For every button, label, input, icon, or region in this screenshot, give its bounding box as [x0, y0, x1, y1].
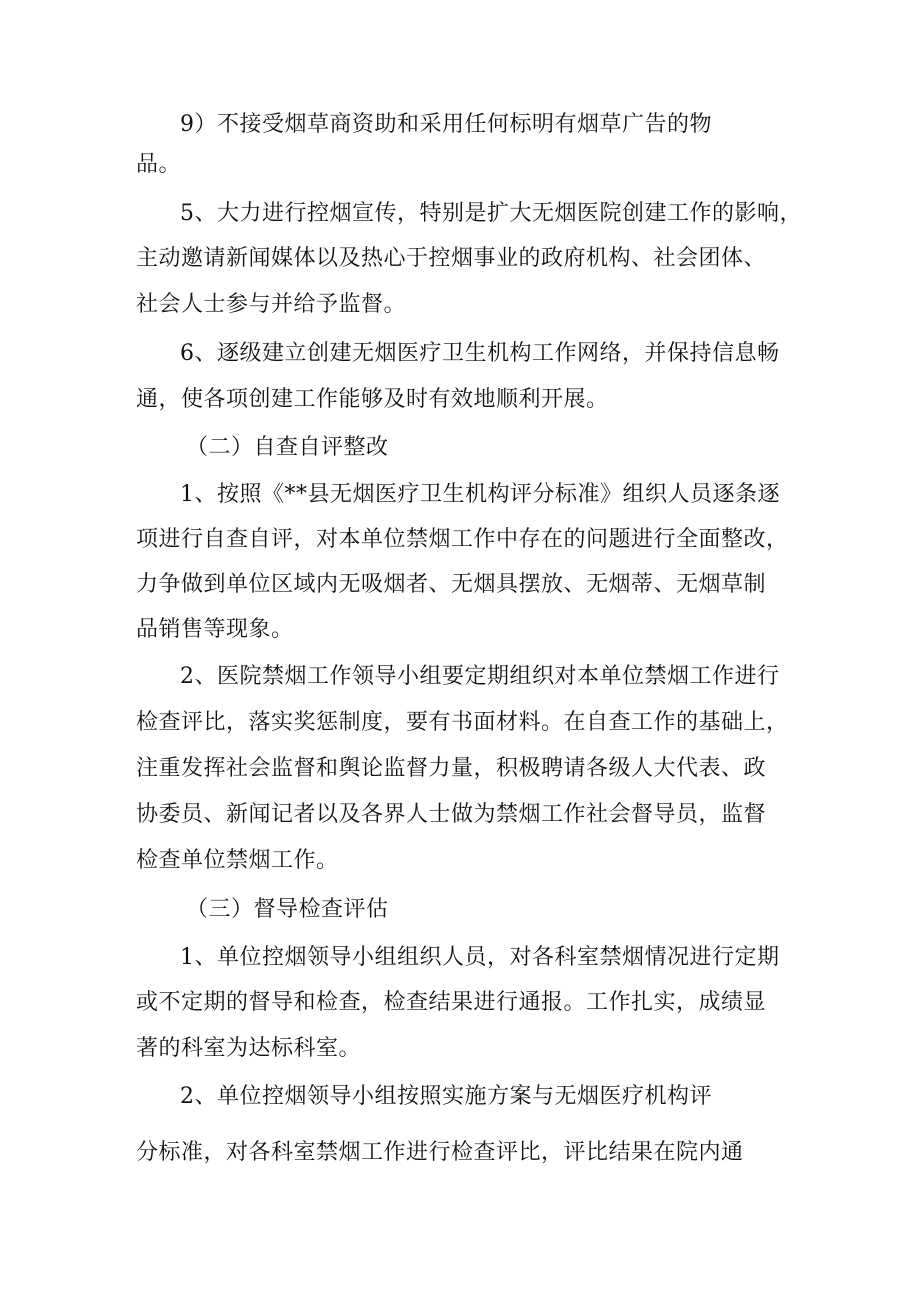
paragraph-line: 注重发挥社会监督和舆论监督力量，积极聘请各级人大代表、政	[136, 756, 767, 781]
paragraph-line: 主动邀请新闻媒体以及热心于控烟事业的政府机构、社会团体、	[136, 246, 767, 271]
paragraph-line: 协委员、新闻记者以及各界人士做为禁烟工作社会督导员，监督	[136, 802, 767, 827]
paragraph-line: 9）不接受烟草商资助和采用任何标明有烟草广告的物	[180, 112, 712, 137]
paragraph-line: 品。	[136, 152, 182, 177]
paragraph-line: 5、大力进行控烟宣传，特别是扩大无烟医院创建工作的影响，	[180, 201, 802, 226]
section-heading: （三）督导检查评估	[186, 897, 389, 922]
paragraph-line: 2、医院禁烟工作领导小组要定期组织对本单位禁烟工作进行	[180, 664, 780, 689]
paragraph-line: 2、单位控烟领导小组按照实施方案与无烟医疗机构评	[180, 1084, 712, 1109]
paragraph-line: 1、单位控烟领导小组组织人员，对各科室禁烟情况进行定期	[180, 945, 780, 970]
paragraph-line: 6、逐级建立创建无烟医疗卫生机构工作网络，并保持信息畅	[180, 341, 780, 366]
paragraph-line: 项进行自查自评，对本单位禁烟工作中存在的问题进行全面整改，	[136, 527, 789, 552]
paragraph-line: 或不定期的督导和检查，检查结果进行通报。工作扎实，成绩显	[136, 990, 767, 1015]
paragraph-line: 社会人士参与并给予监督。	[136, 292, 407, 317]
paragraph-line: 1、按照《**县无烟医疗卫生机构评分标准》组织人员逐条逐	[180, 482, 780, 507]
section-heading: （二）自查自评整改	[186, 435, 389, 460]
paragraph-line: 通，使各项创建工作能够及时有效地顺利开展。	[136, 387, 609, 412]
paragraph-line: 著的科室为达标科室。	[136, 1036, 362, 1061]
paragraph-line: 品销售等现象。	[136, 617, 294, 642]
paragraph-line: 检查单位禁烟工作。	[136, 848, 339, 873]
paragraph-line: 分标准，对各科室禁烟工作进行检查评比，评比结果在院内通	[136, 1140, 744, 1165]
paragraph-line: 检查评比，落实奖惩制度，要有书面材料。在自查工作的基础上，	[136, 710, 789, 735]
paragraph-line: 力争做到单位区域内无吸烟者、无烟具摆放、无烟蒂、无烟草制	[136, 572, 767, 597]
